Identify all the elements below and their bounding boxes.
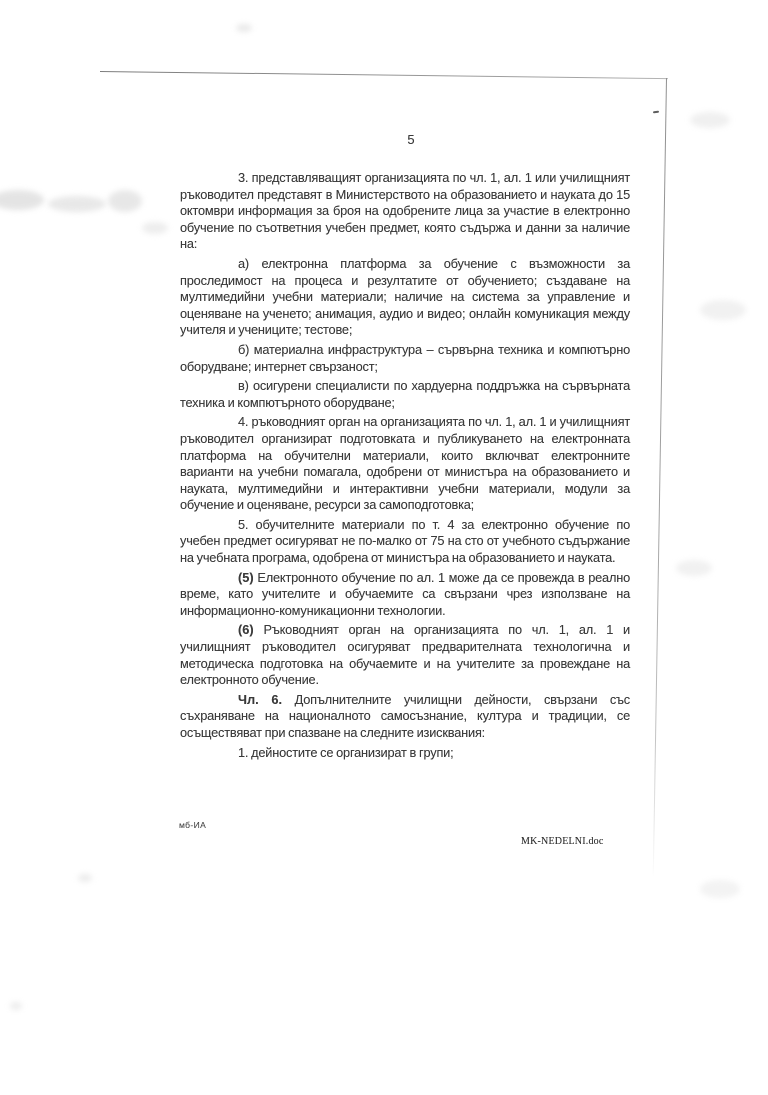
paragraph-bold-prefix: (5) — [238, 569, 254, 585]
paragraph-bold-prefix: Чл. 6. — [238, 691, 283, 707]
scan-smudge — [142, 222, 168, 234]
scan-smudge — [10, 1002, 22, 1010]
scan-dash-mark — [653, 111, 659, 114]
footer-filename: MK-NEDELNI.doc — [521, 836, 604, 847]
paragraph-bold-prefix: (6) — [238, 622, 254, 638]
page-right-edge-line — [653, 78, 667, 878]
scan-smudge — [0, 190, 44, 210]
scan-smudge — [690, 112, 730, 128]
paragraph: в) осигурени специалисти по хардуерна поддръжка на сървърната техника и компютърното оборудване; — [180, 378, 630, 410]
scan-smudge — [48, 196, 106, 212]
scan-smudge — [700, 300, 746, 320]
scan-smudge — [236, 24, 252, 32]
paragraph: Чл. 6. Допълнителните училищни дейности, свързани със съхраняване на националното самосъзнание, култура и традиции, се осъществяват при спазване на следните изисквания: — [180, 691, 631, 740]
paragraph: а) електронна платформа за обучение с възможности за проследимост на процеса и резултатите от обучението; създаване на мултимедийни учебни материали; наличие на система за управление и оценяване на ученето; анимация, аудио и видео; онлайн комуникация между учителя и учениците; тестове; — [180, 255, 630, 338]
document-body — [180, 170, 630, 761]
paragraph: 3. представляващият организацията по чл. 1, ал. 1 или училищният ръководител представят в Министерството на образованието и науката до 15 октомври информация за броя на одобрените лица за участие в електронно обучение по съответния учебен предмет, която съдържа и данни за наличие на: — [180, 170, 630, 252]
scan-smudge — [700, 880, 740, 898]
page-number: 5 — [407, 132, 415, 147]
paragraph: 1. дейностите се организират в групи; — [238, 744, 454, 760]
paragraph: (5) Електронното обучение по ал. 1 може да се провежда в реално време, като учителите и обучаемите са свързани чрез използване на информационно-комуникационни технологии. — [180, 569, 630, 618]
scan-smudge — [676, 560, 712, 576]
scan-smudge — [108, 190, 142, 212]
paragraph: (6) Ръководният орган на организацията по чл. 1, ал. 1 и училищният ръководител осигуряват предварителната технологична и методическа подготовка на обучаемите и на учителите за провеждане на електронното обучение. — [180, 622, 630, 688]
scan-smudge — [78, 874, 92, 882]
paragraph: 4. ръководният орган на организацията по чл. 1, ал. 1 и училищният ръководител организират подготовката и публикуването на електронната платформа на обучителни материали, които включват електронните варианти на учебни помагала, одобрени от министъра на образованието и науката, мултимедийни и интерактивни учебни материали, модули за обучение и оценяване, ресурси за самоподготовка; — [180, 414, 630, 513]
paragraph: б) материална инфраструктура – сървърна техника и компютърно оборудване; интернет свързаност; — [180, 341, 630, 374]
footer-typist-initials: мб-ИА — [179, 820, 207, 830]
paragraph: 5. обучителните материали по т. 4 за електронно обучение по учебен предмет осигуряват не по-малко от 75 на сто от учебното съдържание на учебната програма, одобрена от министъра на образованието и науката. — [180, 516, 630, 566]
page-top-edge-line — [100, 71, 668, 79]
